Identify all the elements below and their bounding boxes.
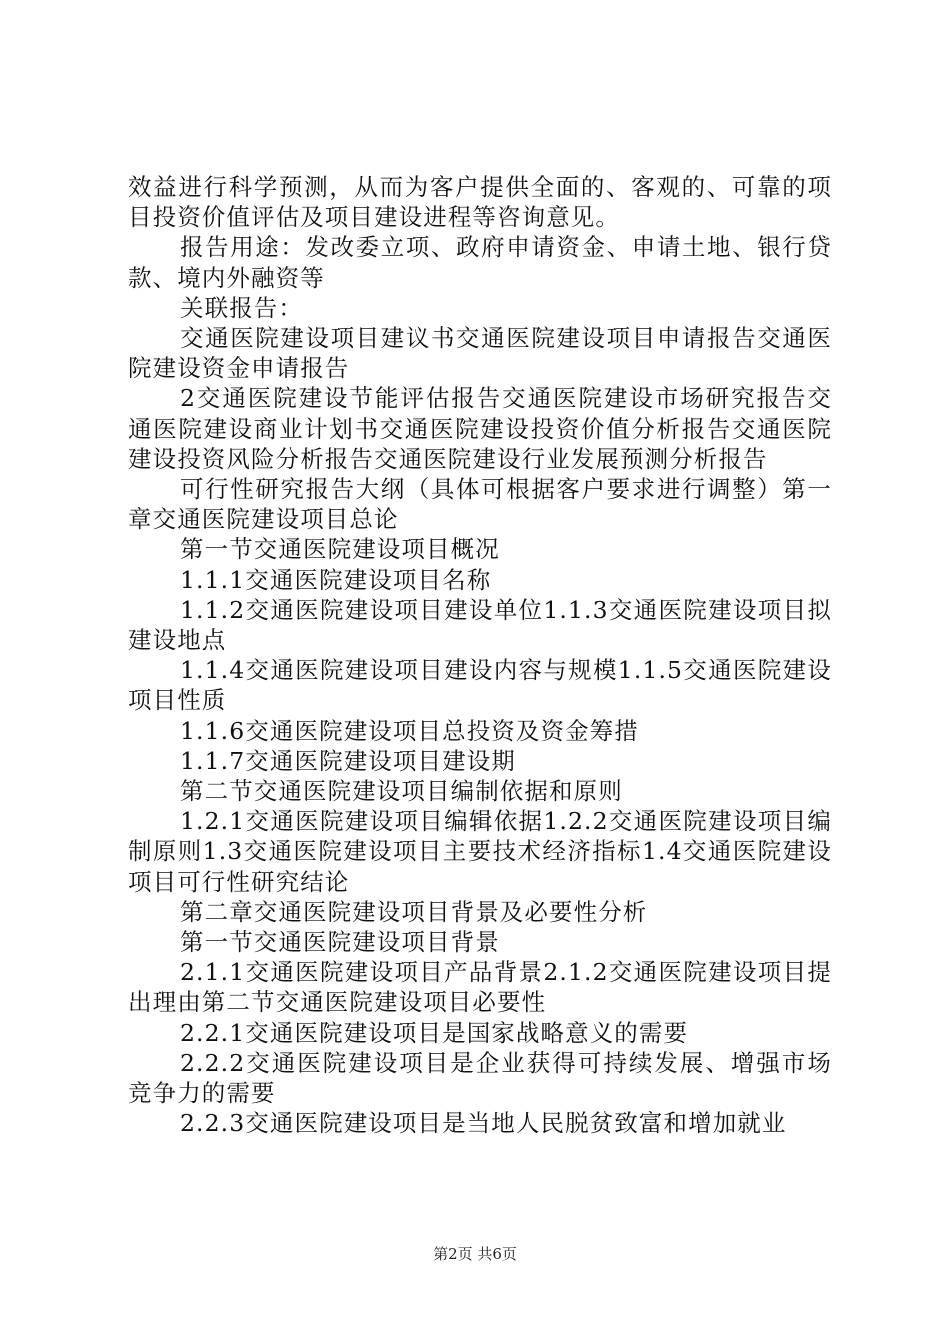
paragraph-12: 1.1.7交通医院建设项目建设期	[180, 746, 516, 775]
paragraph-10: 1.1.4交通医院建设项目建设内容与规模1.1.5交通医院建设项目性质	[128, 656, 832, 715]
paragraph-13: 第二节交通医院建设项目编制依据和原则	[180, 777, 623, 806]
paragraph-4: 交通医院建设项目建议书交通医院建设项目申请报告交通医院建设资金申请报告	[128, 324, 832, 383]
paragraph-3: 关联报告：	[180, 293, 303, 322]
paragraph-7: 第一节交通医院建设项目概况	[180, 535, 500, 564]
paragraph-19: 2.2.2交通医院建设项目是企业获得可持续发展、增强市场竞争力的需要	[128, 1048, 832, 1108]
paragraph-1: 效益进行科学预测，从而为客户提供全面的、客观的、可靠的项目投资价值评估及项目建设进程等咨询意见。	[128, 173, 832, 232]
paragraph-5: 2交通医院建设节能评估报告交通医院建设市场研究报告交通医院建设商业计划书交通医院建设投资价值分析报告交通医院建设投资风险分析报告交通医院建设行业发展预测分析报告	[128, 384, 832, 473]
paragraph-16: 第一节交通医院建设项目背景	[180, 928, 500, 957]
paragraph-18: 2.2.1交通医院建设项目是国家战略意义的需要	[180, 1018, 689, 1047]
paragraph-11: 1.1.6交通医院建设项目总投资及资金筹措	[180, 716, 639, 745]
paragraph-6: 可行性研究报告大纲（具体可根据客户要求进行调整）第一章交通医院建设项目总论	[128, 475, 832, 534]
paragraph-20: 2.2.3交通医院建设项目是当地人民脱贫致富和增加就业	[180, 1109, 787, 1138]
paragraph-8: 1.1.1交通医院建设项目名称	[180, 565, 492, 594]
paragraph-15: 第二章交通医院建设项目背景及必要性分析	[180, 897, 648, 926]
paragraph-17: 2.1.1交通医院建设项目产品背景2.1.2交通医院建设项目提出理由第二节交通医院建设项目必要性	[128, 958, 832, 1017]
page-number: 第2页 共6页	[433, 1245, 517, 1263]
paragraph-14: 1.2.1交通医院建设项目编辑依据1.2.2交通医院建设项目编制原则1.3交通医院建设项目主要技术经济指标1.4交通医院建设项目可行性研究结论	[128, 807, 832, 896]
paragraph-9: 1.1.2交通医院建设项目建设单位1.1.3交通医院建设项目拟建设地点	[128, 595, 832, 655]
document-body	[128, 172, 832, 1139]
page-footer	[0, 1244, 950, 1264]
paragraph-2: 报告用途：发改委立项、政府申请资金、申请土地、银行贷款、境内外融资等	[128, 233, 832, 292]
